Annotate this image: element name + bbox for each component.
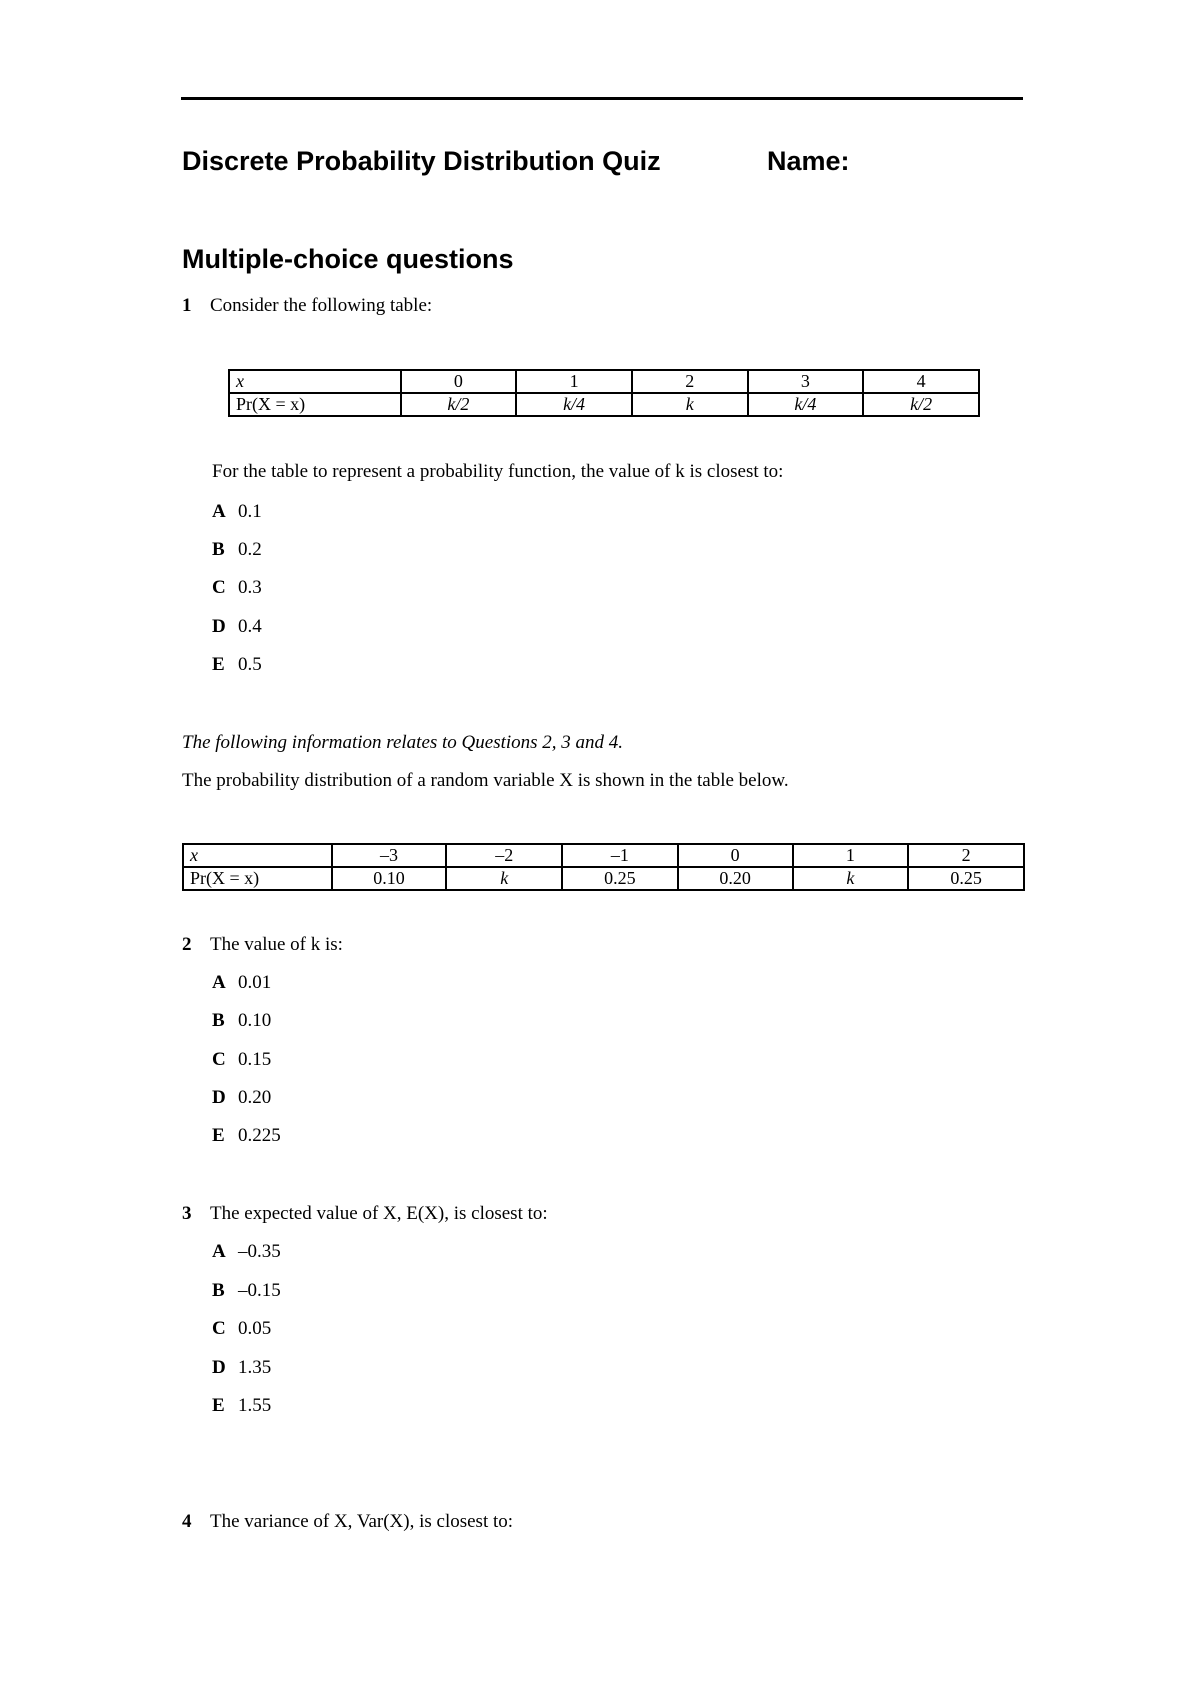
option-d[interactable]: D 0.20 [212, 1087, 272, 1108]
top-rule [181, 97, 1023, 100]
table-cell: 2 [632, 370, 748, 393]
name-label: Name: [767, 146, 850, 176]
table-cell: 0 [401, 370, 517, 393]
table-cell: 2 [908, 844, 1024, 867]
table-cell: k [632, 393, 748, 416]
table-cell: 1 [516, 370, 632, 393]
table-shared [182, 843, 1025, 891]
question-number: 3 [182, 1203, 192, 1224]
question-text: The variance of X, Var(X), is closest to: [210, 1511, 514, 1532]
question-3 [182, 1202, 548, 1226]
table-cell: k/2 [863, 393, 979, 416]
question-text: The expected value of X, E(X), is closest to: [210, 1203, 548, 1224]
table-cell: k/4 [748, 393, 864, 416]
question-number: 1 [182, 295, 192, 316]
question-1-prompt: For the table to represent a probability function, the value of k is closest to: [212, 461, 784, 482]
option-c[interactable]: C 0.3 [212, 577, 262, 598]
section-heading: Multiple-choice questions [182, 244, 514, 274]
table-cell: 0.25 [562, 867, 678, 890]
table-cell: –3 [332, 844, 447, 867]
table-cell: 0.10 [332, 867, 447, 890]
table-cell: k [793, 867, 909, 890]
question-text: Consider the following table: [210, 295, 433, 316]
option-d[interactable]: D 0.4 [212, 616, 262, 637]
question-number: 2 [182, 934, 192, 955]
question-text: The value of k is: [210, 934, 343, 955]
table-row [183, 867, 1024, 890]
table-cell: k/2 [401, 393, 517, 416]
option-a[interactable]: A –0.35 [212, 1241, 281, 1262]
table-cell: 1 [793, 844, 909, 867]
shared-info-note: The following information relates to Questions 2, 3 and 4. [182, 732, 624, 753]
quiz-title: Discrete Probability Distribution Quiz [182, 146, 661, 176]
option-a[interactable]: A 0.01 [212, 972, 272, 993]
question-1 [182, 294, 432, 318]
option-b[interactable]: B –0.15 [212, 1280, 281, 1301]
table-cell: x [183, 844, 332, 867]
table-cell: 0 [678, 844, 793, 867]
option-b[interactable]: B 0.2 [212, 539, 262, 560]
table-cell: 3 [748, 370, 864, 393]
table-cell: 4 [863, 370, 979, 393]
option-c[interactable]: C 0.15 [212, 1049, 272, 1070]
table-cell: Pr(X = x) [229, 393, 401, 416]
table-cell: 0.25 [908, 867, 1024, 890]
table-row [229, 370, 979, 393]
question-number: 4 [182, 1511, 192, 1532]
table-cell: –2 [446, 844, 562, 867]
shared-info-text: The probability distribution of a random variable X is shown in the table below. [182, 770, 789, 791]
question-2 [182, 933, 343, 957]
table-cell: Pr(X = x) [183, 867, 332, 890]
table-cell: k [446, 867, 562, 890]
option-e[interactable]: E 0.5 [212, 654, 262, 675]
question-4 [182, 1510, 513, 1534]
table-row [229, 393, 979, 416]
table-q1 [228, 369, 980, 417]
option-b[interactable]: B 0.10 [212, 1010, 272, 1031]
table-cell: k/4 [516, 393, 632, 416]
table-cell: –1 [562, 844, 678, 867]
option-e[interactable]: E 0.225 [212, 1125, 281, 1146]
option-e[interactable]: E 1.55 [212, 1395, 272, 1416]
option-a[interactable]: A 0.1 [212, 501, 262, 522]
option-d[interactable]: D 1.35 [212, 1357, 272, 1378]
table-cell: 0.20 [678, 867, 793, 890]
table-cell: x [229, 370, 401, 393]
option-c[interactable]: C 0.05 [212, 1318, 272, 1339]
table-row [183, 844, 1024, 867]
